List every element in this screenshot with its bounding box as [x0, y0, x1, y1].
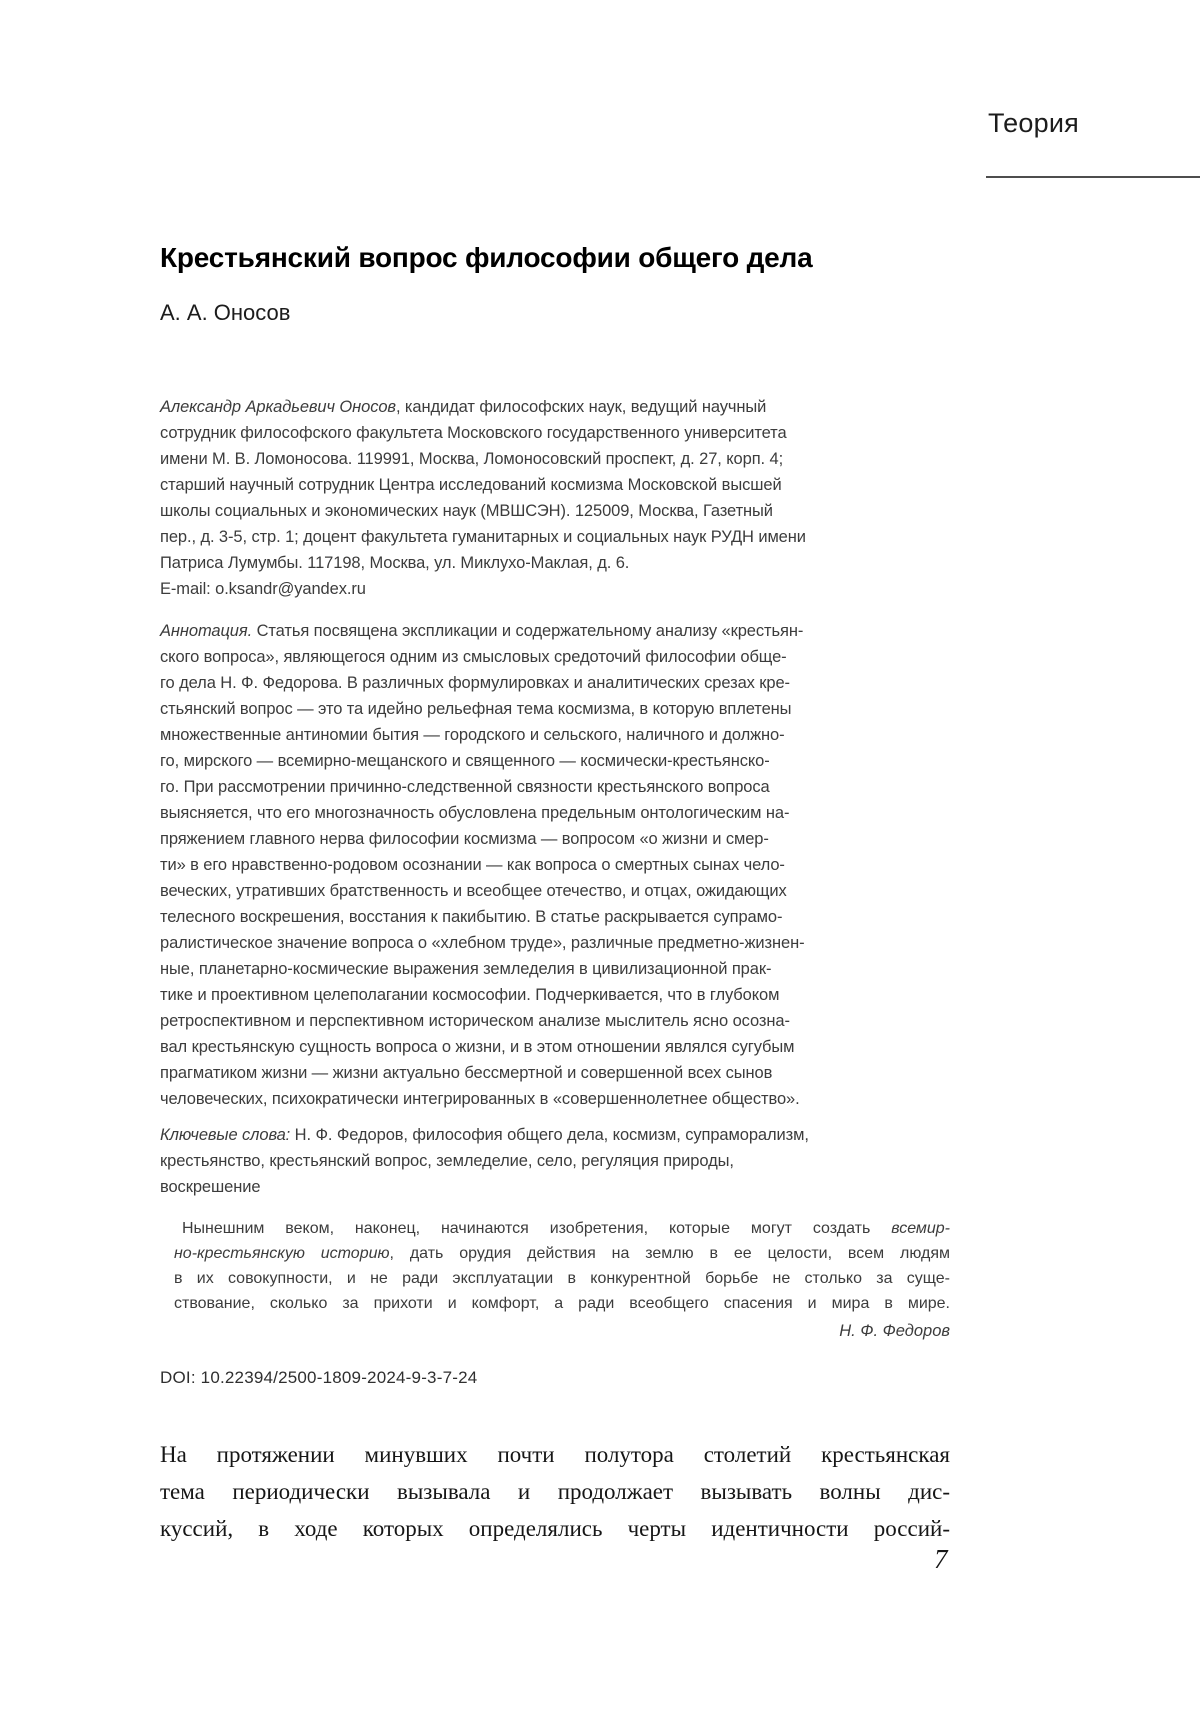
- affiliation-text: , кандидат философских наук, ведущий научный сотрудник философского факультета Московского государственного университета имени М. В. Ломоносова. 119991, Москва, Ломоносовский проспект, д. 27, корп. 4; старший научный сотрудник Центра исследований космизма Московской высшей школы социальных и экономических наук (МВШСЭН). 125009, Москва, Газетный пер., д. 3-5, стр. 1; доцент факультета гуманитарных и социальных наук РУДН имени Патриса Лумумбы. 117198, Москва, ул. Миклухо-Маклая, д. 6. E-mail: o.ksandr@yandex.ru: [160, 398, 806, 598]
- abstract-paragraph: [160, 618, 950, 1112]
- keywords-text: Н. Ф. Федоров, философия общего дела, космизм, супраморализм, крестьянство, крестьянский вопрос, земледелие, село, регуляция природы, воскрешение: [160, 1126, 809, 1196]
- author-affiliation: [160, 394, 950, 602]
- section-header-label: Теория: [988, 108, 1079, 138]
- author-fullname: Александр Аркадьевич Оносов: [160, 398, 396, 416]
- article-content: [160, 0, 950, 1547]
- abstract-label: Аннотация.: [160, 622, 253, 640]
- keywords-paragraph: [160, 1122, 950, 1200]
- abstract-text: Статья посвящена экспликации и содержательному анализу «крестьян- ского вопроса», являющегося одним из смысловых средоточий философии обще- го дела Н. Ф. Федорова. В различных формулировках и аналитических срезах кре- стьянский вопрос — это та идейно рельефная тема космизма, в которую вплетены множественные антиномии бытия — городского и сельского, наличного и должно- го, мирского — всемирно-мещанского и священного — космически-крестьянско- го. При рассмотрении причинно-следственной связности крестьянского вопроса выясняется, что его многозначность обусловлена предельным онтологическим на- пряжением главного нерва философии космизма — вопросом «о жизни и смер- ти» в его нравственно-родовом осознании — как вопроса о смертных сынах чело- веческих, утративших братственность и всеобщее отечество, и отцах, ожидающих телесного воскрешения, восстания к пакибытию. В статье раскрывается супрамо- ралистическое значение вопроса о «хлебном труде», различные предметно-жизнен- ные, планетарно-космические выражения земледелия в цивилизационной прак- тике и проективном целеполагании космософии. Подчеркивается, что в глубоком ретроспективном и перспективном историческом анализе мыслитель ясно осозна- вал крестьянскую сущность вопроса о жизни, и в этом отношении являлся сугубым прагматиком жизни — жизни актуально бессмертной и совершенной всех сынов человеческих, психократически интегрированных в «совершеннолетнее общество».: [160, 622, 805, 1108]
- section-header-rule: [986, 176, 1200, 178]
- epigraph-text-end: , дать орудия действия на землю в ее целости, всем людям в их совокупности, и не ради эксплуатации в конкурентной борьбе не столько за суще- ствование, сколько за прихоти и комфорт, а ради всеобщего спасения и мира в мире.: [174, 1245, 950, 1312]
- keywords-label: Ключевые слова:: [160, 1126, 291, 1144]
- page-number: 7: [934, 1544, 948, 1574]
- article-author: А. А. Оносов: [160, 300, 291, 325]
- article-title: Крестьянский вопрос философии общего дела: [160, 242, 813, 273]
- body-paragraph: На протяжении минувших почти полутора столетий крестьянская тема периодически вызывала и продолжает вызывать волны дис- куссий, в ходе которых определялись черты идентичности россий-: [160, 1442, 950, 1541]
- epigraph: [174, 1216, 950, 1316]
- doi-line: DOI: 10.22394/2500-1809-2024-9-3-7-24: [160, 1368, 478, 1387]
- epigraph-text-start: Нынешним веком, наконец, начинаются изобретения, которые могут создать: [182, 1220, 892, 1237]
- epigraph-attribution: Н. Ф. Федоров: [839, 1322, 950, 1340]
- epigraph-text-emphasis: всемир- но-крестьянскую историю: [174, 1220, 950, 1262]
